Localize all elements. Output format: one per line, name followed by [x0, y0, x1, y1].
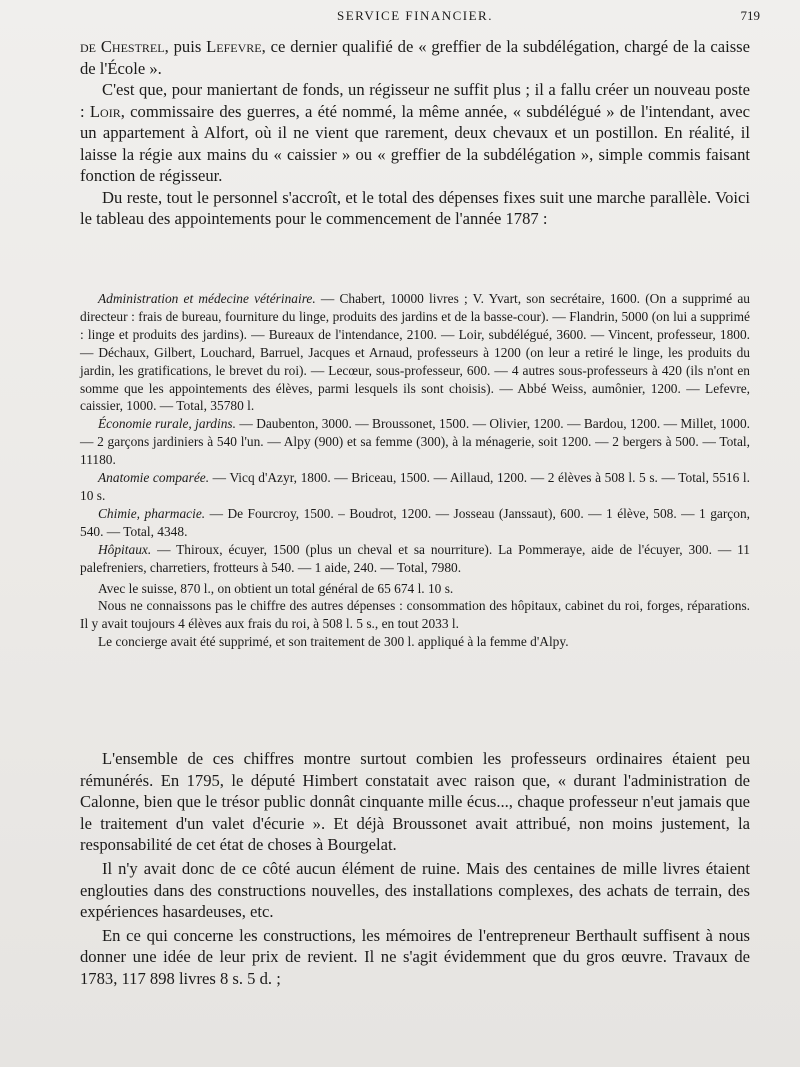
entry-title: Administration et médecine vétérinaire.	[98, 291, 316, 306]
entry-administration	[80, 290, 750, 415]
paragraph-ruine: Il n'y avait donc de ce côté aucun élément de ruine. Mais des centaines de mille livres étaient englouties dans des constructions nouvelles, des installations complexes, des achats de terrain, des expériences hasardeuses, etc.	[80, 858, 750, 922]
entry-hopitaux	[80, 541, 750, 577]
salary-table	[80, 290, 750, 651]
main-text-bottom	[80, 748, 750, 990]
entry-text: — De Fourcroy, 1500. – Boudrot, 1200. — Josseau (Janssaut), 600. — 1 élève, 508. — 1 garçon, 540. — Total, 4348.	[80, 505, 750, 539]
entry-text: — Daubenton, 3000. — Broussonet, 1500. — Olivier, 1200. — Bardou, 1200. — Millet, 1000. — 2 garçons jardiniers à 540 l'un. — Alpy (900) et sa femme (300), à la ménagerie, soit 1200. — 2 bergers à 500. — Total, 11180.	[80, 416, 750, 468]
entry-autres-depenses: Nous ne connaissons pas le chiffre des autres dépenses : consommation des hôpitaux, cabinet du roi, forges, réparations. Il y avait toujours 4 élèves aux frais du roi, à 508 l. 5 s., en tout 2033 l.	[80, 598, 750, 632]
entry-economie	[80, 415, 750, 469]
running-title: SERVICE FINANCIER.	[337, 8, 493, 23]
page-header	[70, 6, 760, 26]
entry-title: Hôpitaux.	[98, 541, 152, 557]
page-number: 719	[740, 8, 760, 23]
paragraph-constructions: En ce qui concerne les constructions, les mémoires de l'entrepreneur Berthault suffisent à nous donner une idée de leur prix de revient. Il ne s'agit évidemment que du gros œuvre. Travaux de 1783, 117 898 livres 8 s. 5 d. ;	[80, 925, 750, 988]
entry-concierge: Le concierge avait été supprimé, et son traitement de 300 l. appliqué à la femme d'Alpy.	[98, 634, 569, 650]
paragraph-regisseur	[80, 79, 750, 187]
name-lefevre: Lefevre	[206, 37, 262, 56]
name-loir: Loir	[89, 101, 121, 121]
text-fragment: , ce dernier qualifié de « greffier de la subdélégation, chargé de la caisse de l'École ».	[80, 37, 750, 78]
entry-chimie	[80, 505, 750, 541]
text-fragment: , puis	[164, 37, 207, 56]
paragraph-professeurs: L'ensemble de ces chiffres montre surtout combien les professeurs ordinaires étaient peu rémunérés. En 1795, le député Himbert constatait avec raison que, « durant l'administration de Calonne, bien que le trésor public donnât cinquante mille écus..., chaque professeur n'eut jamais que le traitement d'un valet d'écurie ». Et déjà Broussonet avait attribué, non moins justement, la responsabilité de cet état de choses à Bourgelat.	[80, 749, 750, 855]
entry-title: Chimie, pharmacie.	[98, 505, 206, 521]
text-fragment: C'est que, pour maniertant de fonds, un régisseur ne suffit plus ; il a fallu créer un nouveau poste :	[80, 80, 750, 121]
entry-text: — Thiroux, écuyer, 1500 (plus un cheval et sa nourriture). La Pommeraye, aide de l'écuyer, 300. — 11 palefreniers, charretiers, frotteurs à 540. — 1 aide, 240. — Total, 7980.	[80, 541, 750, 575]
entry-text: — Vicq d'Azyr, 1800. — Briceau, 1500. — Aillaud, 1200. — 2 élèves à 508 l. 5 s. — Total, 5516 l. 10 s.	[80, 470, 750, 503]
entry-title: Économie rurale, jardins.	[98, 416, 236, 432]
entry-anatomie	[80, 469, 750, 505]
paragraph-continuation	[80, 36, 750, 79]
name-chestrel: de Chestrel	[80, 37, 165, 56]
paragraph-personnel: Du reste, tout le personnel s'accroît, et le total des dépenses fixes suit une marche parallèle. Voici le tableau des appointements pour le commencement de l'année 1787 :	[80, 187, 750, 228]
entry-suisse: Avec le suisse, 870 l., on obtient un total général de 65 674 l. 10 s.	[98, 580, 454, 596]
entry-title: Anatomie comparée.	[98, 470, 210, 486]
text-fragment: , commissaire des guerres, a été nommé, la même année, « subdélégué » de l'intendant, avec un appartement à Alfort, où il ne vient que rarement, deux chevaux et un postillon. En réalité, il laisse la régie aux mains du « caissier » ou « greffier de la subdélégation », simple commis faisant fonction de régisseur.	[80, 101, 750, 185]
entry-text: — Chabert, 10000 livres ; V. Yvart, son secrétaire, 1600. (On a supprimé au directeur : frais de bureau, fourniture du linge, produits des jardins et de la basse-cour). — Flandrin, 5000 (on lui a supprimé : linge et produits des jardins). — Bureaux de l'intendance, 2100. — Loir, subdélégué, 3600. — Vincent, professeur, 1800. — Déchaux, Gilbert, Louchard, Barruel, Jacques et Arnaud, professeurs à 1200 (on leur a retiré le linge, les produits du jardin, les gratifications, le brevet du roi). — Lecœur, sous-professeur, 600. — 4 autres sous-professeurs à 420 (ils n'ont en somme que les appointements des élèves, parmi lesquels ils sont choisis). — Abbé Weiss, aumônier, 1200. — Lefevre, caissier, 1000. — Total, 35780 l.	[80, 291, 750, 414]
main-text-top	[80, 36, 750, 230]
